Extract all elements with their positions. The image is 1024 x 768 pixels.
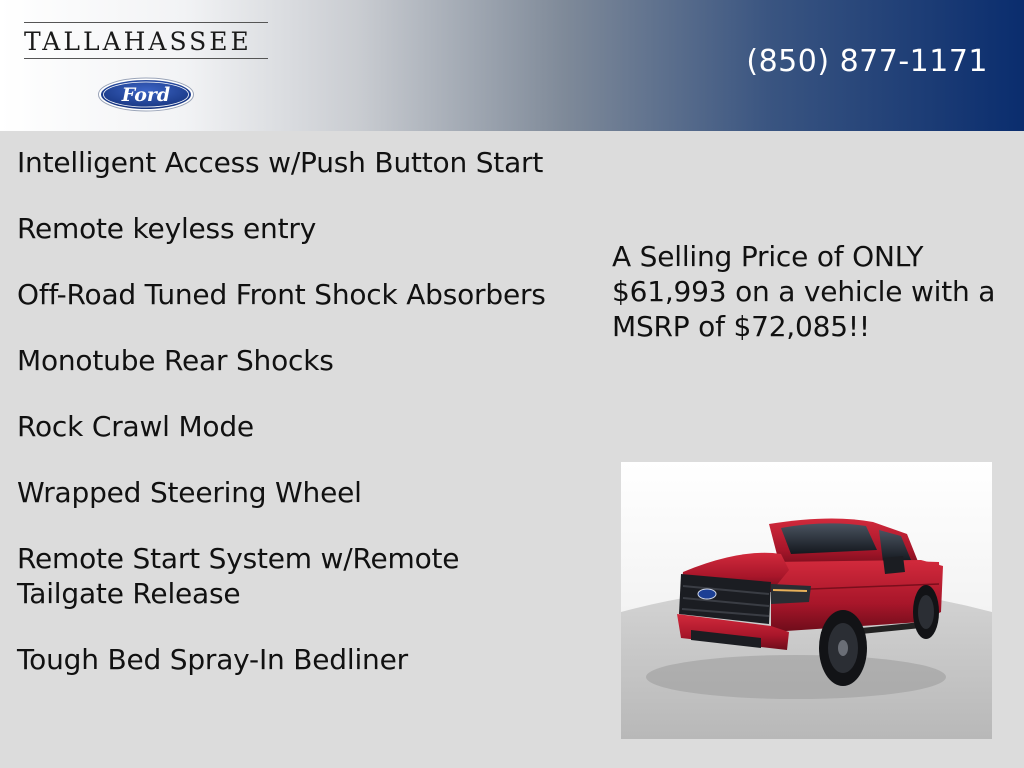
list-item: Tough Bed Spray-In Bedliner [17, 643, 408, 676]
dealer-name: TALLAHASSEE [24, 27, 252, 56]
truck-photo [621, 462, 992, 739]
list-item: Wrapped Steering Wheel [17, 476, 362, 509]
price-offer: A Selling Price of ONLY $61,993 on a vehicle with a MSRP of $72,085!! [612, 240, 996, 343]
feature-list [17, 145, 557, 708]
list-item: Rock Crawl Mode [17, 410, 254, 443]
list-item: Intelligent Access w/Push Button Start [17, 146, 544, 179]
ford-logo-icon [97, 77, 195, 112]
phone-number[interactable]: (850) 877-1171 [746, 44, 988, 79]
list-item: Monotube Rear Shocks [17, 344, 334, 377]
header-banner [0, 0, 1024, 131]
list-item: Remote Start System w/Remote Tailgate Release [17, 542, 460, 610]
list-item: Off-Road Tuned Front Shock Absorbers [17, 278, 546, 311]
dealer-brand [24, 22, 268, 59]
divider [24, 58, 268, 59]
list-item: Remote keyless entry [17, 212, 317, 245]
ford-logo-text: Ford [121, 84, 171, 106]
